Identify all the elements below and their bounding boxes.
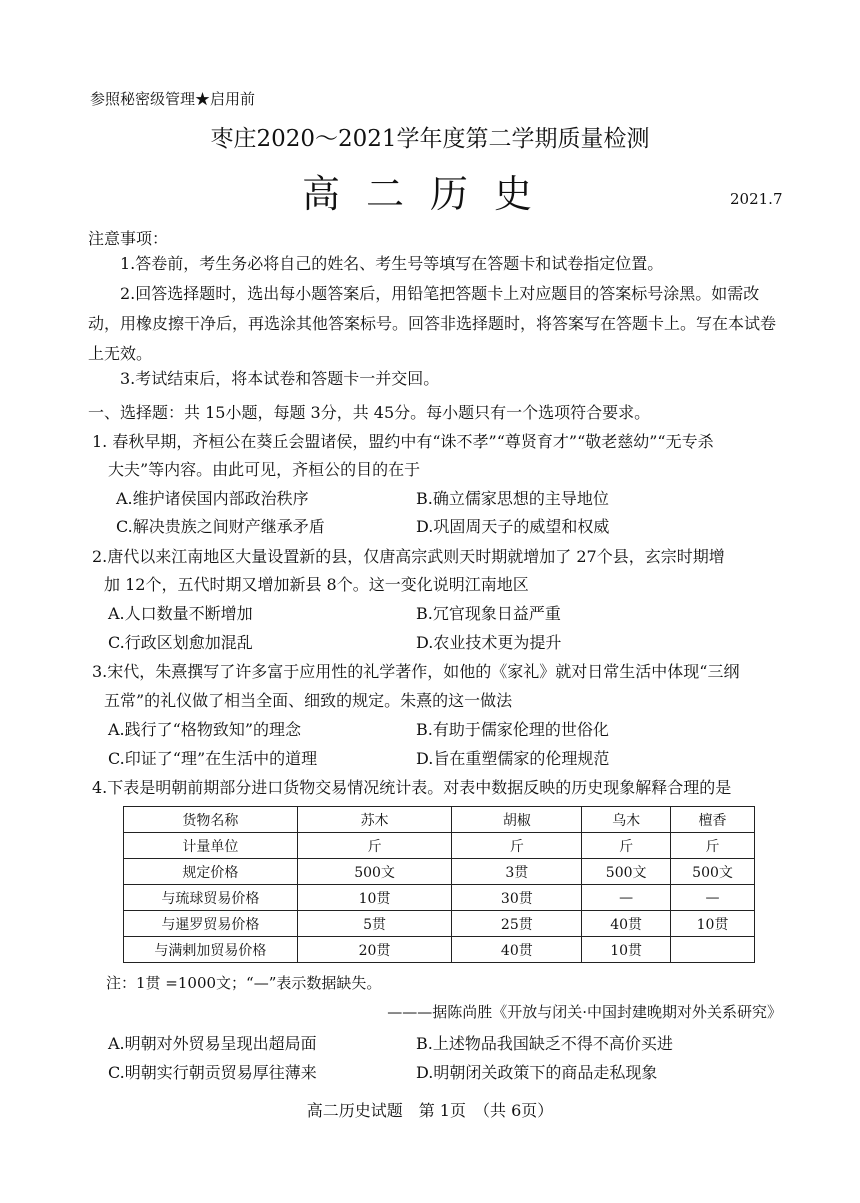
exam-date: 2021.7 [730,190,783,208]
subject-title: 高二历史 [301,172,558,216]
table-cell: 规定价格 [124,859,298,885]
table-cell: 斤 [452,833,582,859]
option-d: D.巩固周天子的威望和权威 [416,517,610,536]
table-cell: — [582,885,671,911]
option-b: B.冗官现象日益严重 [416,604,561,623]
table-cell: 30贯 [452,885,582,911]
exam-title: 枣庄2020～2021学年度第二学期质量检测 [210,126,650,152]
table-source: ———据陈尚胜《开放与闭关·中国封建晚期对外关系研究》 [387,1003,782,1021]
option-a: A.维护诸侯国内部政治秩序 [116,489,309,508]
option-d: D.明朝闭关政策下的商品走私现象 [416,1063,658,1082]
table-cell: 斤 [671,833,755,859]
table-cell: 3贯 [452,859,582,885]
option-d: D.旨在重塑儒家的伦理规范 [416,749,610,768]
table-cell: 10贯 [582,937,671,963]
note-item: 2.回答选择题时，选出每小题答案后，用铅笔把答题卡上对应题目的答案标号涂黑。如需改动，用橡皮擦干净后，再选涂其他答案标号。回答非选择题时，将答案写在答题卡上。写在本试卷上无效。 [88,284,777,363]
table-cell: 胡椒 [452,807,582,833]
option-d: D.农业技术更为提升 [416,633,562,652]
table-cell: 乌木 [582,807,671,833]
table-row [124,911,755,937]
table-cell: 计量单位 [124,833,298,859]
table-row [124,807,755,833]
table-cell [671,937,755,963]
question-stem-line: 加 12个，五代时期又增加新县 8个。这一变化说明江南地区 [104,575,529,594]
table-cell: 40贯 [582,911,671,937]
question-stem-line: 1. 春秋早期，齐桓公在葵丘会盟诸侯，盟约中有“诛不孝”“尊贤育才”“敬老慈幼”“无专杀 [92,432,714,451]
table-cell: 10贯 [671,911,755,937]
notes-heading: 注意事项： [88,229,169,248]
trade-price-table [123,806,755,963]
option-b: B.确立儒家思想的主导地位 [416,489,609,508]
table-cell: 与满剌加贸易价格 [124,937,298,963]
table-cell: 500文 [671,859,755,885]
option-b: B.有助于儒家伦理的世俗化 [416,720,609,739]
table-cell: 500文 [297,859,452,885]
table-cell: 500文 [582,859,671,885]
option-a: A.人口数量不断增加 [108,604,253,623]
table-row [124,885,755,911]
note-item: 3.考试结束后，将本试卷和答题卡一并交回。 [120,369,440,388]
option-c: C.解决贵族之间财产继承矛盾 [116,517,325,536]
table-cell: 檀香 [671,807,755,833]
note-item: 1.答卷前，考生务必将自己的姓名、考生号等填写在答题卡和试卷指定位置。 [120,254,664,273]
option-c: C.明朝实行朝贡贸易厚往薄来 [108,1063,317,1082]
table-cell: 25贯 [452,911,582,937]
option-a: A.践行了“格物致知”的理念 [108,720,302,739]
table-row [124,937,755,963]
table-row [124,833,755,859]
table-cell: — [671,885,755,911]
table-note: 注：1贯 =1000文；“—”表示数据缺失。 [106,974,382,992]
option-b: B.上述物品我国缺乏不得不高价买进 [416,1034,673,1053]
table-cell: 20贯 [297,937,452,963]
table-cell: 与暹罗贸易价格 [124,911,298,937]
table-cell: 40贯 [452,937,582,963]
table-cell: 10贯 [297,885,452,911]
table-cell: 斤 [582,833,671,859]
option-c: C.印证了“理”在生活中的道理 [108,749,318,768]
section-heading: 一、选择题：共 15小题，每题 3分，共 45分。每小题只有一个选项符合要求。 [88,403,651,422]
table-cell: 货物名称 [124,807,298,833]
table-cell: 5贯 [297,911,452,937]
question-stem-line: 2.唐代以来江南地区大量设置新的县，仅唐高宗武则天时期就增加了 27个县，玄宗时期增 [92,547,725,566]
option-a: A.明朝对外贸易呈现出超局面 [108,1034,317,1053]
table-row [124,859,755,885]
option-c: C.行政区划愈加混乱 [108,633,253,652]
question-stem-line: 大夫”等内容。由此可见，齐桓公的目的在于 [108,460,421,479]
question-stem-line: 3.宋代，朱熹撰写了许多富于应用性的礼学著作，如他的《家礼》就对日常生活中体现“三纲 [92,662,740,681]
table-cell: 与琉球贸易价格 [124,885,298,911]
table-cell: 苏木 [297,807,452,833]
question-stem-line: 4.下表是明朝前期部分进口货物交易情况统计表。对表中数据反映的历史现象解释合理的是 [92,778,732,797]
confidential-label: 参照秘密级管理★启用前 [90,90,256,108]
table-cell: 斤 [297,833,452,859]
question-stem-line: 五常”的礼仪做了相当全面、细致的规定。朱熹的这一做法 [104,691,513,710]
page-footer: 高二历史试题 第 1页 （共 6页） [306,1101,554,1120]
